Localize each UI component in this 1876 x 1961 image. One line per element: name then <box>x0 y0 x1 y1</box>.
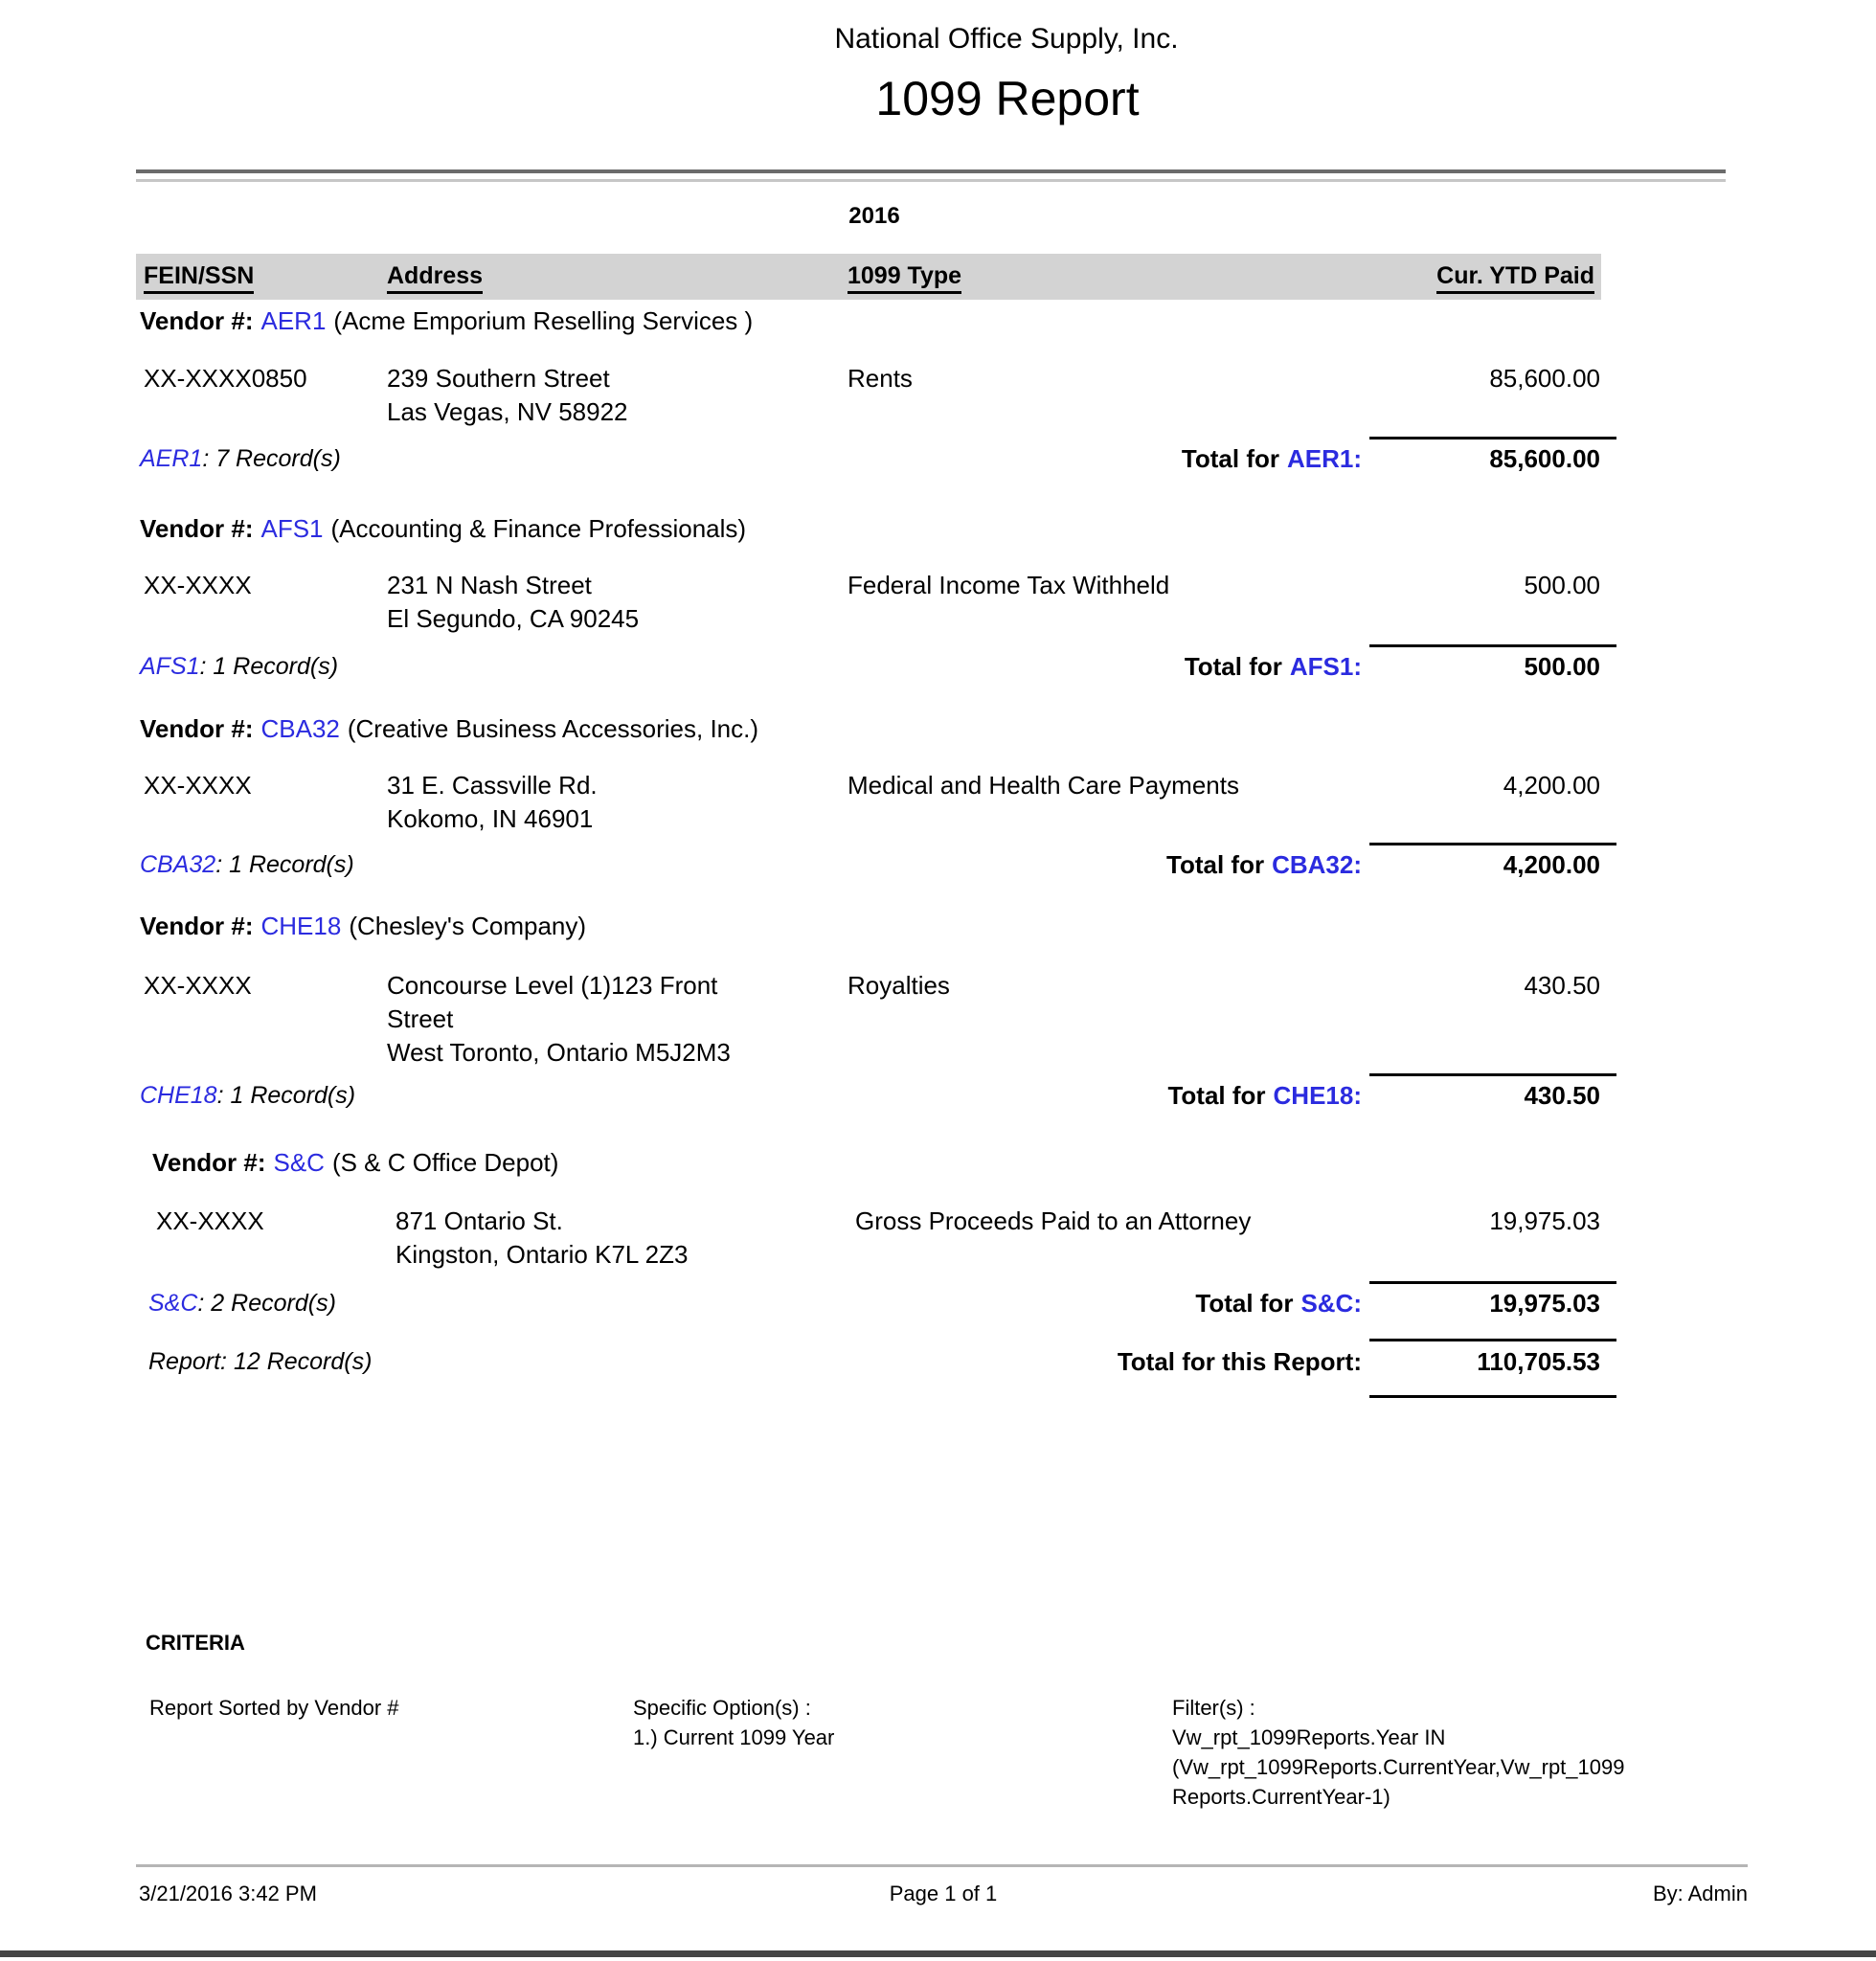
record-count <box>140 1082 355 1110</box>
total-underline <box>1369 437 1616 440</box>
vendor-heading <box>140 306 753 336</box>
row-address-line1: 239 Southern Street <box>387 364 610 393</box>
vendor-label: Vendor #: <box>140 912 254 940</box>
total-amount: 4,200.00 <box>1503 850 1600 879</box>
report-total-amount: 110,705.53 <box>1477 1347 1600 1376</box>
total-prefix: Total for <box>1167 1081 1266 1110</box>
vendor-name: (S & C Office Depot) <box>331 1148 559 1177</box>
total-label <box>1166 850 1362 880</box>
criteria-filters-label: Filter(s) : <box>1172 1696 1255 1720</box>
footer-rule <box>136 1864 1748 1867</box>
vendor-name: (Creative Business Accessories, Inc.) <box>347 714 759 743</box>
header-rule-dark <box>136 169 1726 173</box>
vendor-label: Vendor #: <box>140 514 254 543</box>
criteria-filter-line2: (Vw_rpt_1099Reports.CurrentYear,Vw_rpt_1099 <box>1172 1755 1625 1779</box>
record-count-code: AFS1 <box>140 653 200 680</box>
total-code: CBA32: <box>1272 850 1362 879</box>
column-header-type: 1099 Type <box>848 262 961 294</box>
total-code: AFS1: <box>1289 652 1362 681</box>
window-bottom-edge <box>0 1950 1876 1957</box>
record-count <box>148 1290 336 1318</box>
vendor-label: Vendor #: <box>152 1148 266 1177</box>
vendor-heading <box>152 1148 558 1178</box>
report-record-text: : 12 Record(s) <box>220 1348 373 1375</box>
total-prefix: Total for <box>1166 850 1265 879</box>
criteria-filter-line1: Vw_rpt_1099Reports.Year IN <box>1172 1725 1446 1749</box>
total-prefix: Total for <box>1195 1289 1294 1318</box>
record-count-text: : 1 Record(s) <box>199 653 339 680</box>
total-amount: 430.50 <box>1524 1081 1600 1110</box>
vendor-code: CBA32 <box>260 714 340 743</box>
total-underline <box>1369 843 1616 845</box>
total-code: S&C: <box>1300 1289 1362 1318</box>
row-amount: 4,200.00 <box>1503 771 1600 800</box>
row-address-line1: 231 N Nash Street <box>387 571 592 599</box>
row-address-line1: 871 Ontario St. <box>396 1206 563 1235</box>
report-total-label: Total for this Report: <box>1117 1347 1362 1376</box>
row-amount: 85,600.00 <box>1489 364 1600 393</box>
row-amount: 430.50 <box>1524 971 1600 1000</box>
row-fein: XX-XXXX <box>144 771 252 800</box>
column-header-address: Address <box>387 262 483 294</box>
total-code: AER1: <box>1286 444 1362 473</box>
company-name: National Office Supply, Inc. <box>834 23 1179 55</box>
vendor-name: (Accounting & Finance Professionals) <box>330 514 747 543</box>
row-address-line1: 31 E. Cassville Rd. <box>387 771 598 800</box>
row-type: Rents <box>848 364 913 393</box>
vendor-heading <box>140 514 746 544</box>
total-amount: 85,600.00 <box>1489 444 1600 473</box>
row-type: Federal Income Tax Withheld <box>848 571 1170 599</box>
record-count-code: AER1 <box>140 445 203 472</box>
row-address-line2: Las Vegas, NV 58922 <box>387 397 628 426</box>
record-count <box>140 445 341 473</box>
row-type: Gross Proceeds Paid to an Attorney <box>855 1206 1252 1235</box>
footer-datetime: 3/21/2016 3:42 PM <box>139 1882 317 1905</box>
row-fein: XX-XXXX <box>156 1206 264 1235</box>
criteria-options-label: Specific Option(s) : <box>633 1696 811 1720</box>
total-label <box>1195 1289 1362 1319</box>
column-header-paid: Cur. YTD Paid <box>1436 262 1594 294</box>
total-label <box>1182 444 1362 474</box>
total-underline <box>1369 1073 1616 1076</box>
total-label <box>1185 652 1362 682</box>
total-label <box>1167 1081 1362 1111</box>
criteria-option-1: 1.) Current 1099 Year <box>633 1725 835 1749</box>
vendor-code: CHE18 <box>260 912 342 940</box>
total-amount: 19,975.03 <box>1489 1289 1600 1318</box>
total-prefix: Total for <box>1184 652 1282 681</box>
header-rule-light <box>136 179 1726 182</box>
record-count-code: S&C <box>148 1290 198 1317</box>
record-count-code: CBA32 <box>140 851 216 878</box>
row-fein: XX-XXXX0850 <box>144 364 307 393</box>
total-underline <box>1369 644 1616 647</box>
total-prefix: Total for <box>1181 444 1279 473</box>
row-amount: 500.00 <box>1524 571 1600 599</box>
row-fein: XX-XXXX <box>144 971 252 1000</box>
record-count-text: : 2 Record(s) <box>197 1290 336 1317</box>
report-year: 2016 <box>848 203 900 229</box>
column-header-fein: FEIN/SSN <box>144 262 254 294</box>
total-underline <box>1369 1281 1616 1284</box>
row-address-line3: West Toronto, Ontario M5J2M3 <box>387 1038 731 1067</box>
total-amount: 500.00 <box>1524 652 1600 681</box>
row-type: Royalties <box>848 971 950 1000</box>
report-record-label: Report <box>148 1348 221 1375</box>
row-address-line2: Kingston, Ontario K7L 2Z3 <box>396 1240 689 1269</box>
criteria-filter-line3: Reports.CurrentYear-1) <box>1172 1785 1390 1809</box>
row-address-line2: El Segundo, CA 90245 <box>387 604 640 633</box>
criteria-sorted-by: Report Sorted by Vendor # <box>149 1696 399 1720</box>
vendor-name: (Chesley's Company) <box>349 912 587 940</box>
criteria-heading: CRITERIA <box>146 1631 245 1655</box>
vendor-heading <box>140 912 586 941</box>
report-total-underline <box>1369 1339 1616 1341</box>
row-address-line2: Street <box>387 1004 454 1033</box>
report-closing-line <box>1369 1395 1616 1398</box>
record-count <box>140 851 354 879</box>
total-code: CHE18: <box>1273 1081 1362 1110</box>
vendor-label: Vendor #: <box>140 306 254 335</box>
row-address-line1: Concourse Level (1)123 Front <box>387 971 718 1000</box>
vendor-heading <box>140 714 758 744</box>
footer-author: By: Admin <box>1652 1882 1748 1905</box>
row-amount: 19,975.03 <box>1489 1206 1600 1235</box>
record-count-text: : 1 Record(s) <box>216 1082 356 1109</box>
row-fein: XX-XXXX <box>144 571 252 599</box>
record-count-code: CHE18 <box>140 1082 217 1109</box>
row-address-line2: Kokomo, IN 46901 <box>387 804 594 833</box>
record-count-text: : 7 Record(s) <box>202 445 341 472</box>
record-count-text: : 1 Record(s) <box>215 851 354 878</box>
vendor-code: AER1 <box>260 306 327 335</box>
vendor-label: Vendor #: <box>140 714 254 743</box>
report-record-count <box>148 1348 372 1376</box>
vendor-name: (Acme Emporium Reselling Services ) <box>333 306 754 335</box>
footer-page-number: Page 1 of 1 <box>889 1882 998 1905</box>
vendor-code: S&C <box>273 1148 325 1177</box>
page-title: 1099 Report <box>875 72 1140 125</box>
row-type: Medical and Health Care Payments <box>848 771 1239 800</box>
record-count <box>140 653 338 681</box>
vendor-code: AFS1 <box>260 514 324 543</box>
